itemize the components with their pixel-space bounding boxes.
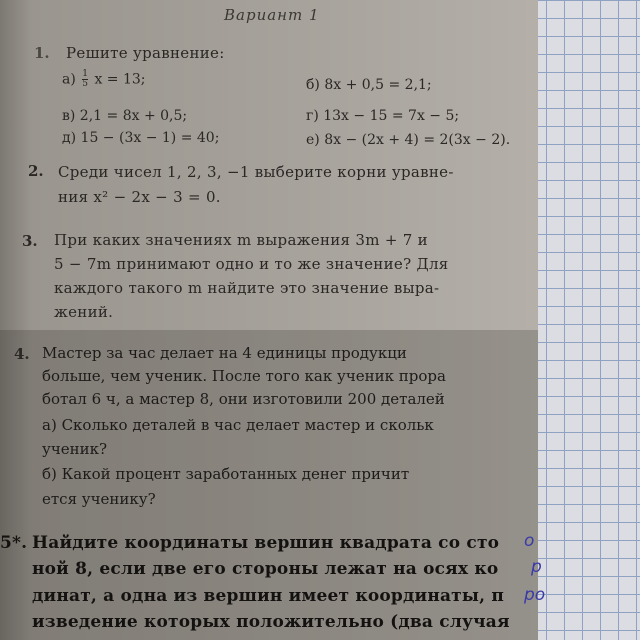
task4-line2: больше, чем ученик. После того как ученик прора bbox=[42, 367, 446, 385]
handwritten-letter-2: р bbox=[531, 557, 542, 577]
task4-line3: ботал 6 ч, а мастер 8, они изготовили 200 деталей bbox=[42, 390, 445, 408]
task5-line3: динат, а одна из вершин имеет координаты, п bbox=[32, 586, 505, 606]
task4-line1: Мастер за час делает на 4 единицы продукци bbox=[42, 344, 407, 362]
task1-c: в) 2,1 = 8x + 0,5; bbox=[62, 108, 188, 124]
task3-line2: 5 − 7m принимают одно и то же значение? Для bbox=[54, 255, 449, 273]
task1-a-frac-den: 5 bbox=[82, 79, 88, 89]
task1-text: Решите уравнение: bbox=[66, 44, 225, 62]
task1-e: д) 15 − (3x − 1) = 40; bbox=[62, 130, 220, 146]
handwritten-letter-1: о bbox=[524, 531, 535, 551]
task1-d: г) 13x − 15 = 7x − 5; bbox=[306, 108, 460, 124]
task1-number: 1. bbox=[34, 44, 50, 62]
task1-b: б) 8x + 0,5 = 2,1; bbox=[306, 77, 432, 93]
task5-line1: Найдите координаты вершин квадрата со сто bbox=[32, 533, 500, 553]
task1-a-frac-num: 1 bbox=[82, 69, 88, 79]
task4-line6: б) Какой процент заработанных денег причит bbox=[42, 465, 410, 483]
task4-line4: а) Сколько деталей в час делает мастер и скольк bbox=[42, 416, 434, 434]
task1-a bbox=[62, 70, 146, 89]
task4-line5: ученик? bbox=[42, 440, 108, 458]
task3-line3: каждого такого m найдите это значение выра- bbox=[54, 279, 440, 297]
task2-line2: ния x² − 2x − 3 = 0. bbox=[58, 188, 221, 206]
task4-number: 4. bbox=[14, 345, 30, 363]
task3-line1: При каких значениях m выражения 3m + 7 и bbox=[54, 231, 428, 249]
task3-number: 3. bbox=[22, 232, 38, 250]
notebook-grid-paper bbox=[528, 0, 640, 640]
task1-a-rest: x = 13; bbox=[94, 71, 146, 88]
task1-f: е) 8x − (2x + 4) = 2(3x − 2). bbox=[306, 132, 511, 148]
task1-a-prefix: а) bbox=[62, 71, 76, 88]
task2-number: 2. bbox=[28, 162, 44, 180]
handwritten-letter-3: ро bbox=[524, 585, 546, 605]
task2-line1: Среди чисел 1, 2, 3, −1 выберите корни уравне- bbox=[58, 163, 454, 181]
task5-number: 5*. bbox=[0, 533, 28, 553]
variant-title: Вариант 1 bbox=[224, 6, 320, 24]
task5-line4: изведение которых положительно (два случая bbox=[32, 612, 510, 632]
task1-a-fraction bbox=[82, 70, 88, 89]
task5-line2: ной 8, если две его стороны лежат на осях ко bbox=[32, 559, 499, 579]
task3-line4: жений. bbox=[54, 303, 114, 321]
task4-line7: ется ученику? bbox=[42, 490, 156, 508]
